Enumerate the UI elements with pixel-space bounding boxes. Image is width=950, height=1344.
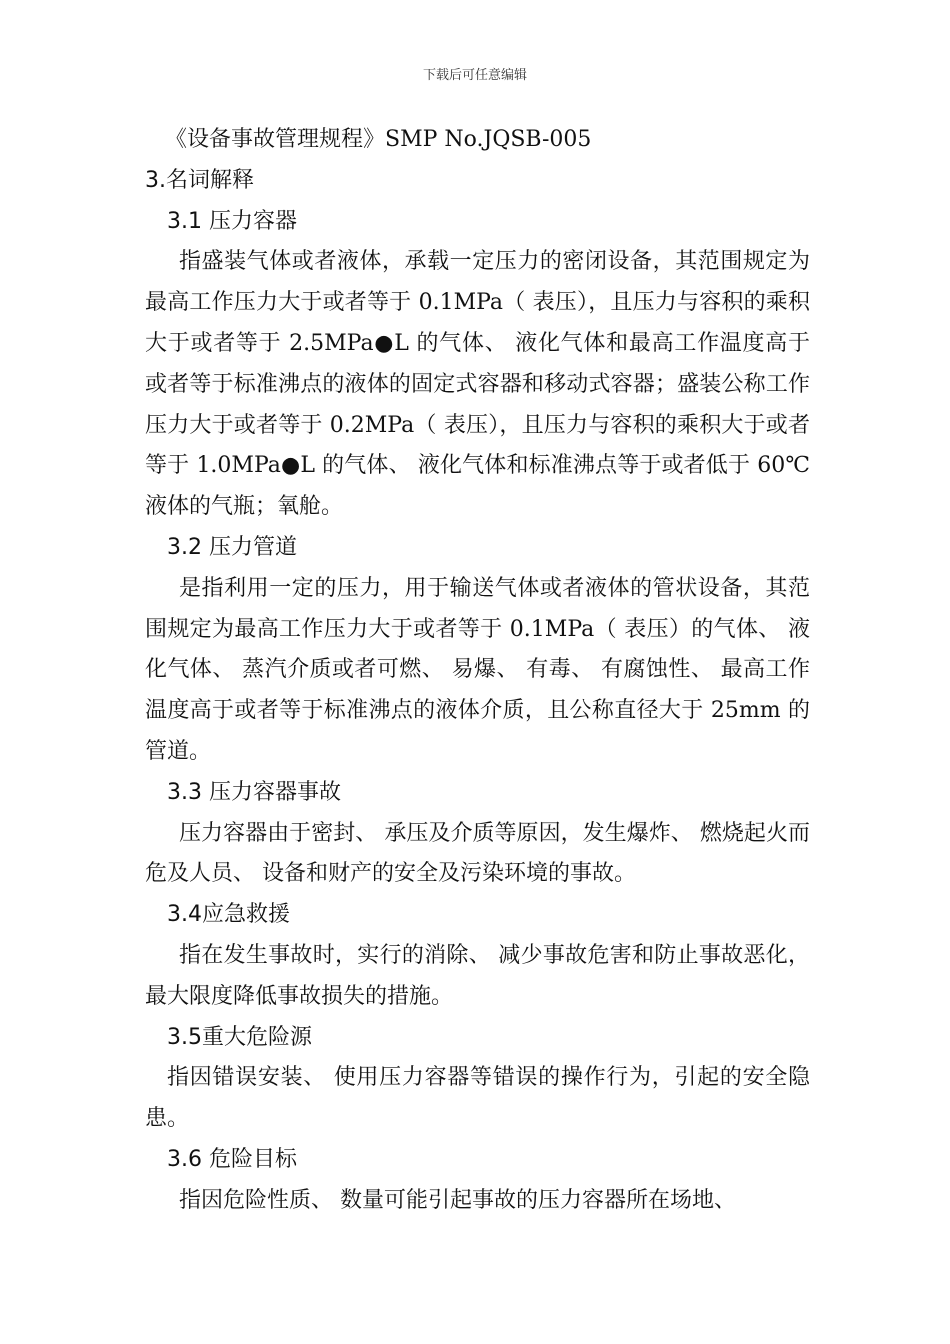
heading-3-6: 3.6 危险目标 <box>167 1146 297 1172</box>
heading-3-1: 3.1 压力容器 <box>167 208 297 234</box>
paragraph-3-3: 压力容器由于密封、 承压及介质等原因，发生爆炸、 燃烧起火而危及人员、 设备和财产的安全及污染环境的事故。 <box>145 820 810 887</box>
paragraph-3-1: 指盛装气体或者液体，承载一定压力的密闭设备，其范围规定为最高工作压力大于或者等于 0.1MPa（ 表压），且压力与容积的乘积大于或者等于 2.5MPa●L 的气体、 液化气体和最高工作温度高于或者等于标准沸点的液体的固定式容器和移动式容器；盛装公称工作压力大于或者等于 0.2MPa（ 表压），且压力与容积的乘积大于或者等于 1.0MPa●L 的气体、 液化气体和标准沸点等于或者低于 60℃液体的气瓶；氧舱。 <box>145 249 810 520</box>
heading-3-2: 3.2 压力管道 <box>167 534 297 560</box>
heading-3-3: 3.3 压力容器事故 <box>167 779 341 805</box>
paragraph-3-5: 指因错误安装、 使用压力容器等错误的操作行为，引起的安全隐患。 <box>145 1065 810 1132</box>
paragraph-3-4: 指在发生事故时，实行的消除、 减少事故危害和防止事故恶化，最大限度降低事故损失的措施。 <box>145 942 810 1009</box>
page-header: 下载后可任意编辑 <box>422 68 527 83</box>
paragraph-3-6: 指因危险性质、 数量可能引起事故的压力容器所在场地、 <box>179 1187 736 1213</box>
paragraph-3-2: 是指利用一定的压力，用于输送气体或者液体的管状设备，其范围规定为最高工作压力大于或者等于 0.1MPa（ 表压）的气体、 液化气体、 蒸汽介质或者可燃、 易爆、 有毒、 有腐蚀性、 最高工作温度高于或者等于标准沸点的液体介质，且公称直径大于 25mm 的管道。 <box>145 575 810 764</box>
reference-line: 《设备事故管理规程》SMP No.JQSB-005 <box>165 127 592 152</box>
heading-3-4: 3.4应急救援 <box>167 902 290 928</box>
section-title: 3.名词解释 <box>145 167 254 193</box>
document-body <box>145 120 810 1222</box>
heading-3-5: 3.5重大危险源 <box>167 1024 312 1050</box>
